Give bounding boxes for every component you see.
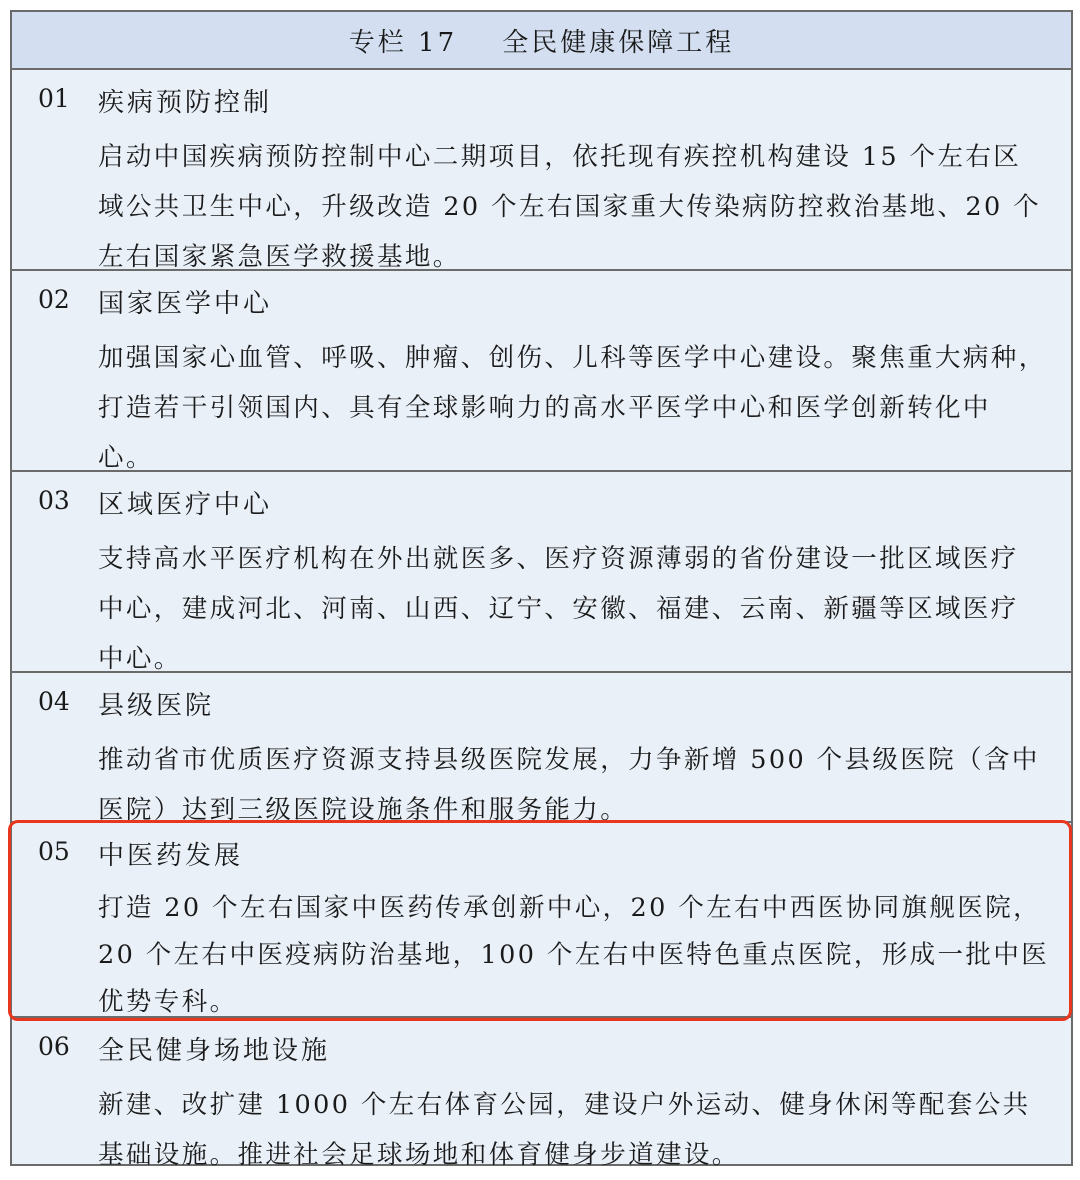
column-label: 专栏 17 [348,27,458,58]
section-number: 03 [38,486,70,515]
body-line: 优势专科。 [98,987,238,1017]
body-line: 打造 20 个左右国家中医药传承创新中心，20 个左右中西医协同旗舰医院， [98,893,1042,923]
body-line: 心。 [98,443,154,473]
section-number: 05 [38,837,70,866]
body-line: 打造若干引领国内、具有全球影响力的高水平医学中心和医学创新转化中 [98,393,991,423]
column-title-text: 全民健康保障工程 [502,27,735,58]
section-01 [12,70,1071,271]
body-line: 20 个左右中医疫病防治基地，100 个左右中医特色重点医院，形成一批中医 [98,940,1050,970]
body-line: 推动省市优质医疗资源支持县级医院发展，力争新增 500 个县级医院（含中 [98,745,1040,775]
section-body [98,1080,1059,1180]
section-number: 06 [38,1032,70,1061]
section-04 [12,673,1071,823]
section-number: 02 [38,285,70,314]
body-line: 中心。 [98,644,182,674]
section-02 [12,271,1071,472]
section-number: 01 [38,84,70,113]
section-03 [12,472,1071,673]
body-line: 医院）达到三级医院设施条件和服务能力。 [98,795,629,825]
body-line: 中心，建成河北、河南、山西、辽宁、安徽、福建、云南、新疆等区域医疗 [98,594,1019,624]
body-line: 域公共卫生中心，升级改造 20 个左右国家重大传染病防控救治基地、20 个 [98,192,1042,222]
body-line: 支持高水平医疗机构在外出就医多、医疗资源薄弱的省份建设一批区域医疗 [98,544,1019,574]
section-heading: 全民健身场地设施 [98,1036,331,1066]
body-line: 加强国家心血管、呼吸、肿瘤、创伤、儿科等医学中心建设。聚焦重大病种， [98,343,1047,373]
section-heading: 国家医学中心 [98,289,273,319]
section-heading: 县级医院 [98,691,215,721]
section-heading: 中医药发展 [98,841,244,871]
section-heading: 区域医疗中心 [98,490,273,520]
highlight-box [8,820,1072,1021]
body-line: 新建、改扩建 1000 个左右体育公园，建设户外运动、健身休闲等配套公共 [98,1090,1031,1120]
body-line: 基础设施。推进社会足球场地和体育健身步道建设。 [98,1140,740,1170]
section-number: 04 [38,687,70,716]
body-line: 启动中国疾病预防控制中心二期项目，依托现有疾控机构建设 15 个左右区 [98,142,1022,172]
section-heading: 疾病预防控制 [98,88,273,118]
section-06 [12,1018,1071,1170]
column-title [12,12,1071,70]
section-body [98,333,1059,483]
body-line: 左右国家紧急医学救援基地。 [98,242,461,272]
section-body [98,534,1059,684]
section-body [98,132,1059,282]
